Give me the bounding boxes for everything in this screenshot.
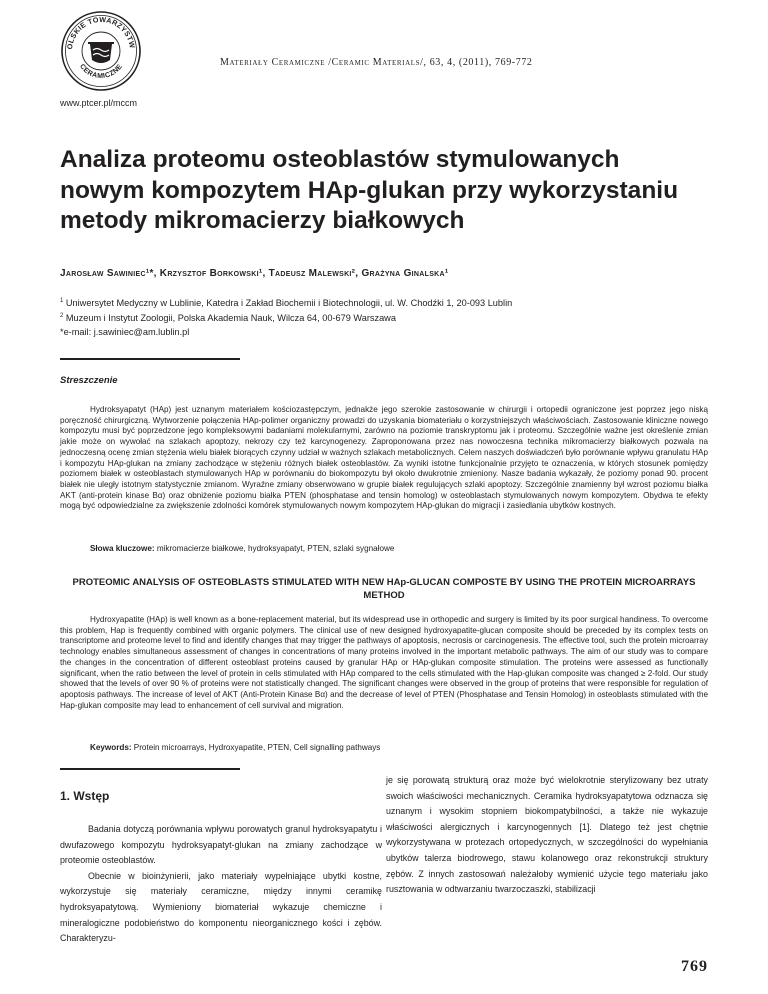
body-right-column: je się porowatą strukturą oraz może być wielokrotnie sterylizowany bez utraty swoich właściwości mechanicznych. Ceramika hydroksyapatytowa odznacza się uznanym i wysokim stopniem biokompatybilności, a także nie wykazuje właściwości alergicznych i karcynogennych [1]. Dlatego też jest chętnie wykorzystywana w protezach ortopedycznych, w szczególności do wypełniania ubytków talerza biodrowego, stawu kolanowego oraz rekonstrukcji struktury zębów. Z innych zastosowań należałoby wymienić użycie tego materiału jako rusztowania w odtwarzaniu twarzoczaszki, stabilizacji xyxy=(386,775,708,895)
logo-text-top: OLSKIE TOWARZYSTW xyxy=(64,14,138,50)
logo-text-bottom: CERAMICZNE xyxy=(77,63,125,81)
affiliation-1: $^1$ Uniwersytet Medyczny w Lublinie, Katedra i Zakład Biochemii i Biotechnologii, ul. W. Chodźki 1, 20-093 Lublin xyxy=(60,298,513,309)
abstract-en-title: PROTEOMIC ANALYSIS OF OSTEOBLASTS STIMULATED WITH NEW HAp-GLUCAN COMPOSTE BY USING THE PROTEIN MICROARRAYS METHOD xyxy=(72,577,696,601)
svg-text:CERAMICZNE xyxy=(78,63,124,80)
keywords-pl: Słowa kluczowe: mikromacierze białkowe, hydroksyapatyt, PTEN, szlaki sygnałowe xyxy=(90,544,395,553)
page-number: 769 xyxy=(681,958,708,975)
society-logo xyxy=(60,10,142,92)
authors: Jarosław Sawiniec¹*, Krzysztof Borkowski¹, Tadeusz Malewski², Grażyna Ginalska¹ xyxy=(60,268,449,279)
divider xyxy=(60,768,240,770)
divider xyxy=(60,358,240,360)
paragraph: Obecnie w bioinżynierii, jako materiały wypełniające ubytki kostne, wykorzystuje się materiały ceramiczne, między innymi ceramikę hydroksyapatytową. Wymieniony biomateriał wykazuje chemiczne i mineralogiczne podobieństwo do komponentu nieorganicznego kości i zębów. Charakteryzu- xyxy=(60,870,382,944)
journal-url[interactable]: www.ptcer.pl/mccm xyxy=(60,98,138,108)
section-heading: 1. Wstęp xyxy=(60,789,110,803)
corresponding-email[interactable]: *e-mail: j.sawiniec@am.lublin.pl xyxy=(60,326,190,337)
keywords-en: Keywords: Protein microarrays, Hydroxyapatite, PTEN, Cell signalling pathways xyxy=(90,743,381,752)
article-title: Analiza proteomu osteoblastów stymulowanych nowym kompozytem HAp-glukan przy wykorzystaniu metody mikromacierzy białkowych xyxy=(60,146,679,235)
body-left-column xyxy=(60,822,382,947)
journal-header: Materiały Ceramiczne /Ceramic Materials/, 63, 4, (2011), 769-772 xyxy=(220,57,533,68)
paragraph: Badania dotyczą porównania wpływu porowatych granul hydroksyapatytu i dwufazowego kompozytu hydroksyapatyt-glukan na zmiany zachodzące w proteomie osteoblastów. xyxy=(60,824,382,866)
abstract-pl-heading: Streszczenie xyxy=(60,375,118,386)
abstract-en-body: Hydroxyapatite (HAp) is well known as a bone-replacement material, but its widespread use in orthopedic and surgery is limited by its poor surgical handiness. To overcome this problem, Hap is frequently combined with organic polymers. The clinical use of new designed hydroxyapatite-glucan composite should be preceded by its complex tests on transcriptome and proteome level to find and identify changes that may trigger the pathways of apoptosis, necrosis or carcinogenesis. The effective tool, such the protein microarray technology enables simultaneous assessment of changes in concentrations of many proteins involved in the important metabolic pathways. The aim of our study was to compare the changes in the concentration of different osteoblast proteins caused by granular HAp or HAp-glukan composite stimulation. The proteins were assessed as functionally significant, when the ratio between the level of protein in cells stimulated with HAp compared to the cells stimulated with the Hap-glukan composite was changed ≥ 2-fold. Our study showed that the levels of over 90 % of proteins were not statistically changed. The significant changes were observed in the group of proteins that were responsible for regulation of apoptosis pathways. The increase of level of AKT (Anti-Protein Kinase Bα) and the decrease of level of PTEN (Phosphatase and Tensin Homolog) in osteoblasts stimulated with the Hap-glukan composite may lead to enhancement of cell survival and migration. xyxy=(60,615,708,710)
abstract-pl-body: Hydroksyapatyt (HAp) jest uznanym materiałem kościozastępczym, jednakże jego szerokie zastosowanie w chirurgii i ortopedii ograniczone jest poprzez jego niską poręczność chirurgiczną. Wytworzenie połączenia HAp-polimer organiczny prowadzi do uzyskania biomateriału o korzystniejszych właściwościach. Zastosowanie kliniczne nowego kompozytu musi być poprzedzone jego kompleksowymi badaniami molekularnymi, zarówno na poziomie transkryptomu jak i proteomu. Szczególnie ważne jest określenie zmian jakie może on wywołać na szlakach apoptozy, nekrozy czy też karcynogenezy. Zaproponowana przez nas nowoczesna technika mikromacierzy białkowych pozwala na jednoczesną ocenę zmian stężenia wielu białek biorących czynny udział w ważnych szlakach metabolicznych. Celem naszych doświadczeń było porównanie wpływu granulatu HAp i kompozytu HAp-glukan na zmiany zachodzące w stężeniu różnych białek osteoblastów. Za wyniki istotne funkcjonalnie przyjęto te oznaczenia, w których stosunek pomiędzy poziomem białek w osteoblastach stymulowanych HAp w porównaniu do biokompozytu był około dwukrotnie zmieniony. Nasze badania wykazały, że poziomy ponad 90. procent białek nie uległy istotnym statystycznie zmianom. Wyraźne zmiany obserwowano w grupie białek regulujących szlaki apoptozy. Szczególnie znamienny był wzrost poziomu białka AKT (anti-protein kinase Bα) oraz obniżenie poziomu białka PTEN (phosphatase and tensin homolog) w osteoblastach stymulowanych nowym kompozytem. Obydwa te efekty mogą być odpowiedzialne za zwiększenie zdolności komórek stymulowanych nowym kompozytem HAp-glukan do migracji i zasiedlania ubytków kostnych. xyxy=(60,405,708,511)
affiliations xyxy=(60,295,512,339)
pot-icon xyxy=(88,43,114,63)
affiliation-2: $^2$ Muzeum i Instytut Zoologii, Polska Akademia Nauk, Wilcza 64, 00-679 Warszawa xyxy=(60,313,396,324)
